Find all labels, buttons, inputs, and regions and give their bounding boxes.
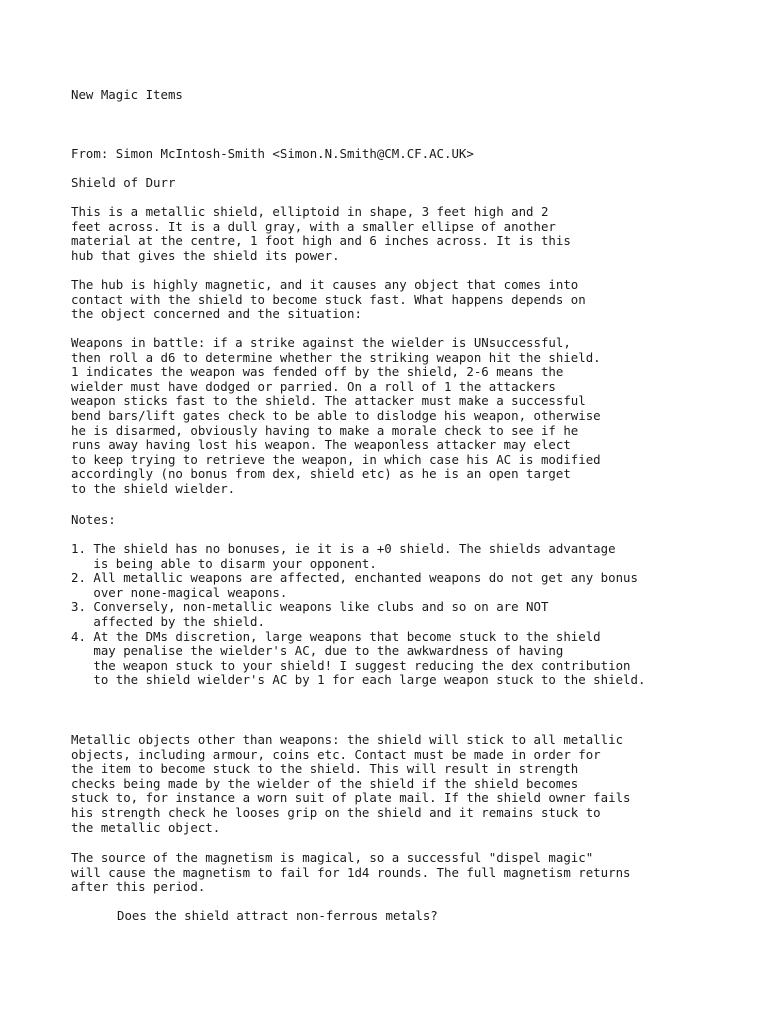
text-line: Metallic objects other than weapons: the shield will stick to all metallic xyxy=(71,732,624,747)
text-line: he is disarmed, obviously having to make a morale check to see if he xyxy=(71,422,579,438)
list-item: 3. Conversely, non-metallic weapons like clubs and so on are NOT xyxy=(71,599,549,615)
text-line: accordingly (no bonus from dex, shield etc) as he is an open target xyxy=(71,466,571,482)
list-item: may penalise the wielder's AC, due to the awkwardness of having xyxy=(71,643,564,659)
list-item: over none-magical weapons. xyxy=(71,584,288,600)
text-line: wielder must have dodged or parried. On a roll of 1 the attackers xyxy=(71,378,556,394)
text-line: contact with the shield to become stuck fast. What happens depends on xyxy=(71,291,586,307)
from-line: From: Simon McIntosh-Smith <Simon.N.Smith@CM.CF.AC.UK> xyxy=(71,146,474,161)
item-title: Shield of Durr xyxy=(71,175,176,190)
paragraph-description xyxy=(71,205,571,263)
text-line: objects, including armour, coins etc. Contact must be made in order for xyxy=(71,746,601,762)
list-item: 2. All metallic weapons are affected, enchanted weapons do not get any bonus xyxy=(71,570,638,586)
list-item: is being able to disarm your opponent. xyxy=(71,555,377,571)
list-item: to the shield wielder's AC by 1 for each large weapon stuck to the shield. xyxy=(71,672,646,688)
text-line: weapon sticks fast to the shield. The attacker must make a successful xyxy=(71,393,586,409)
text-line: feet across. It is a dull gray, with a smaller ellipse of another xyxy=(71,218,556,234)
text-line: the metallic object. xyxy=(71,819,221,835)
text-line: Weapons in battle: if a strike against the wielder is UNsuccessful, xyxy=(71,335,571,350)
list-item: affected by the shield. xyxy=(71,613,265,629)
text-line: after this period. xyxy=(71,879,206,895)
text-line: then roll a d6 to determine whether the striking weapon hit the shield. xyxy=(71,349,601,365)
text-line: stuck to, for instance a worn suit of plate mail. If the shield owner fails xyxy=(71,790,631,806)
text-line: to the shield wielder. xyxy=(71,480,236,496)
document-title: New Magic Items xyxy=(71,87,183,102)
notes-list xyxy=(71,542,645,688)
text-line: bend bars/lift gates check to be able to dislodge his weapon, otherwise xyxy=(71,407,601,423)
text-line: 1 indicates the weapon was fended off by the shield, 2-6 means the xyxy=(71,364,564,380)
list-item: 1. The shield has no bonuses, ie it is a +0 shield. The shields advantage xyxy=(71,541,616,556)
text-line: The hub is highly magnetic, and it causes any object that comes into xyxy=(71,277,579,292)
text-line: hub that gives the shield its power. xyxy=(71,247,340,263)
text-line: the item to become stuck to the shield. This will result in strength xyxy=(71,761,579,777)
text-line: runs away having lost his weapon. The weaponless attacker may elect xyxy=(71,437,571,453)
text-line: will cause the magnetism to fail for 1d4 rounds. The full magnetism returns xyxy=(71,864,631,880)
text-line: This is a metallic shield, elliptoid in shape, 3 feet high and 2 xyxy=(71,204,549,219)
paragraph-magnetism-source xyxy=(71,851,631,895)
closing-question: Does the shield attract non-ferrous metals? xyxy=(117,908,438,923)
notes-heading: Notes: xyxy=(71,512,116,527)
text-line: the object concerned and the situation: xyxy=(71,306,362,322)
text-line: The source of the magnetism is magical, so a successful "dispel magic" xyxy=(71,850,594,865)
text-line: his strength check he looses grip on the shield and it remains stuck to xyxy=(71,804,601,820)
list-item: 4. At the DMs discretion, large weapons that become stuck to the shield xyxy=(71,628,601,644)
text-line: material at the centre, 1 foot high and 6 inches across. It is this xyxy=(71,233,571,249)
list-item: the weapon stuck to your shield! I suggest reducing the dex contribution xyxy=(71,657,631,673)
text-line: to keep trying to retrieve the weapon, in which case his AC is modified xyxy=(71,451,601,467)
paragraph-metallic-objects xyxy=(71,733,631,835)
paragraph-weapons xyxy=(71,336,601,497)
paragraph-hub xyxy=(71,278,586,322)
text-line: checks being made by the wielder of the shield if the shield becomes xyxy=(71,775,579,791)
